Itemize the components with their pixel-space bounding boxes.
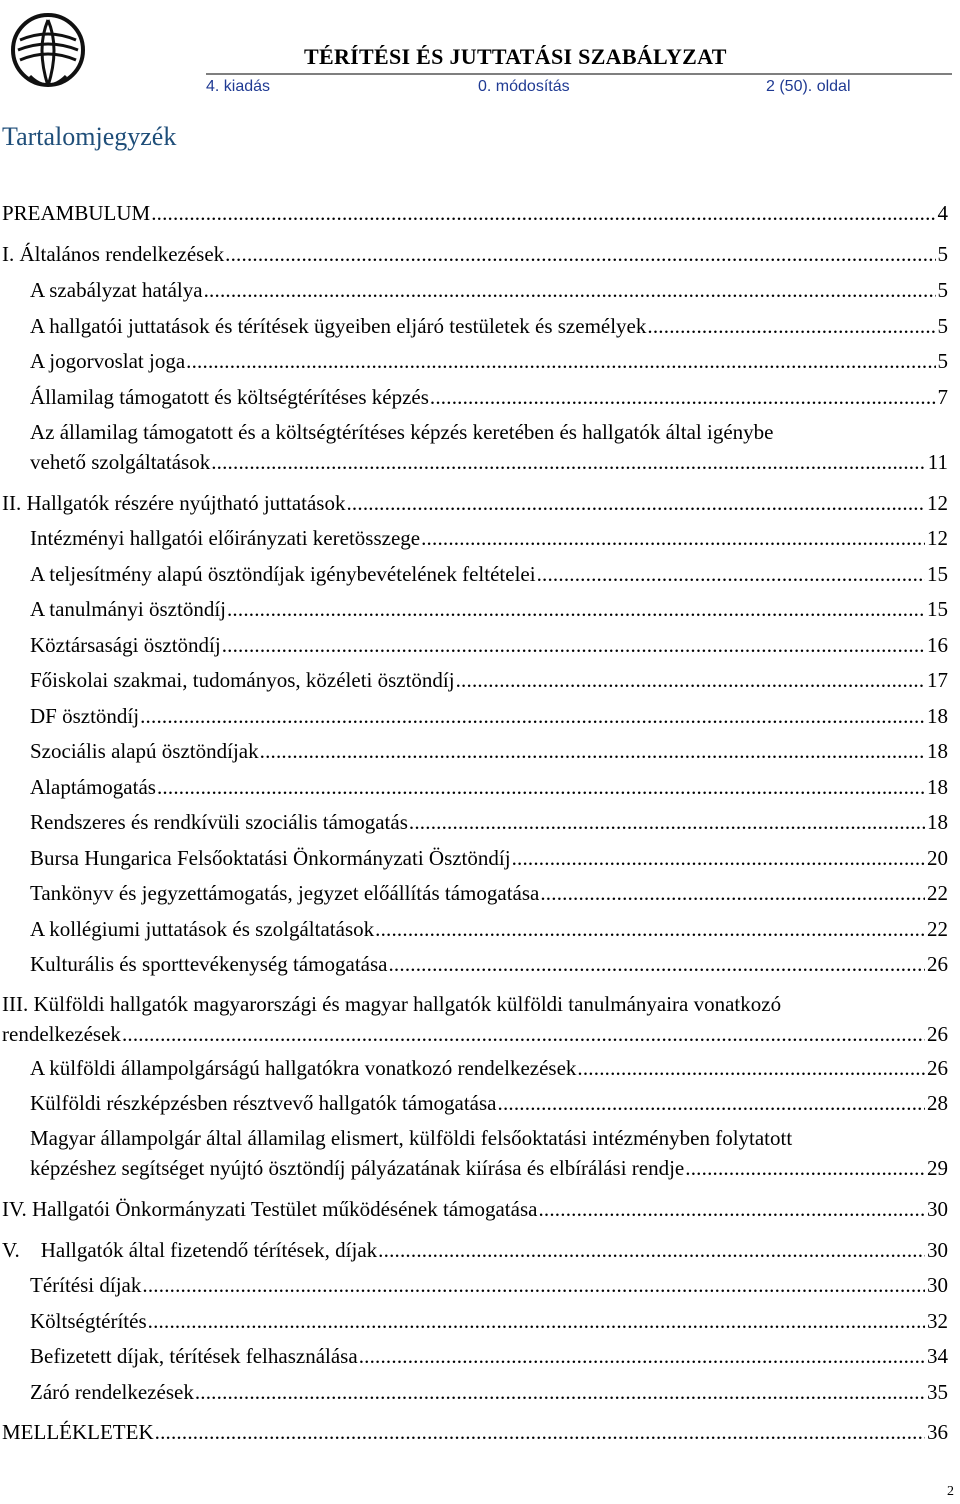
toc-entry-page: 15	[927, 597, 948, 621]
dot-leader	[388, 950, 925, 978]
dot-leader	[211, 448, 926, 476]
toc-entry-page: 22	[927, 917, 948, 941]
toc-entry-page: 30	[927, 1238, 948, 1262]
dot-leader	[155, 1418, 925, 1446]
toc-entry-label: Kulturális és sporttevékenység támogatása	[30, 952, 388, 976]
toc-entry-label: Költségtérítés	[30, 1309, 147, 1333]
toc-entry[interactable]	[2, 1020, 948, 1048]
modification-label: 0. módosítás	[478, 78, 570, 95]
toc-entry[interactable]	[30, 1378, 948, 1406]
toc-entry-label: Főiskolai szakmai, tudományos, közéleti ösztöndíj	[30, 668, 455, 692]
toc-entry[interactable]	[30, 879, 948, 907]
toc-entry-label: A szabályzat hatálya	[30, 278, 203, 302]
toc-entry-page: 36	[927, 1420, 948, 1444]
dot-leader	[122, 1020, 925, 1048]
page-reference: 2 (50). oldal	[766, 78, 851, 95]
toc-entry-label: A tanulmányi ösztöndíj	[30, 597, 226, 621]
toc-entry-page: 5	[937, 349, 948, 373]
toc-entry[interactable]	[30, 448, 948, 476]
toc-entry-label: PREAMBULUM	[2, 201, 151, 225]
toc-entry-page: 26	[927, 1022, 948, 1046]
toc-entry[interactable]	[30, 737, 948, 765]
edition-label: 4. kiadás	[206, 78, 271, 95]
toc-entry[interactable]	[30, 1271, 948, 1299]
dot-leader	[151, 199, 935, 227]
toc-entry-label: A teljesítmény alapú ösztöndíjak igénybevételének feltételei	[30, 562, 536, 586]
toc-entry[interactable]	[30, 1089, 948, 1117]
toc-entry[interactable]	[30, 702, 948, 730]
dot-leader	[140, 702, 925, 730]
toc-entry-label: Rendszeres és rendkívüli szociális támogatás	[30, 810, 408, 834]
toc-entry-page: 26	[927, 952, 948, 976]
toc-entry-page: 18	[927, 810, 948, 834]
toc-entry-label-line1[interactable]: Magyar állampolgár által államilag elismert, külföldi felsőoktatási intézményben folytatott	[30, 1126, 793, 1150]
toc-entry-page: 11	[927, 450, 948, 474]
dot-leader	[148, 1307, 925, 1335]
toc-heading: Tartalomjegyzék	[2, 122, 177, 151]
toc-entry[interactable]	[30, 915, 948, 943]
toc-entry-label: Intézményi hallgatói előirányzati keretösszege	[30, 526, 421, 550]
dot-leader	[430, 383, 936, 411]
toc-entry-page: 18	[927, 704, 948, 728]
dot-leader	[346, 489, 925, 517]
document-title: TÉRÍTÉSI ÉS JUTTATÁSI SZABÁLYZAT	[304, 44, 727, 69]
toc-entry-page: 26	[927, 1056, 948, 1080]
dot-leader	[142, 1271, 925, 1299]
toc-entry-label: rendelkezések	[2, 1022, 121, 1046]
toc-entry-label: A hallgatói juttatások és térítések ügyeiben eljáró testületek és személyek	[30, 314, 647, 338]
toc-entry[interactable]	[30, 950, 948, 978]
dot-leader	[359, 1342, 925, 1370]
toc-entry-page: 20	[927, 846, 948, 870]
dot-leader	[577, 1054, 925, 1082]
dot-leader	[421, 524, 925, 552]
toc-entry-page: 18	[927, 739, 948, 763]
toc-entry-page: 18	[927, 775, 948, 799]
toc-entry[interactable]	[2, 1418, 948, 1446]
dot-leader	[409, 808, 925, 836]
toc-entry-page: 5	[937, 242, 948, 266]
toc-entry-page: 35	[927, 1380, 948, 1404]
toc-entry[interactable]	[30, 631, 948, 659]
toc-entry-page: 30	[927, 1197, 948, 1221]
dot-leader	[378, 1236, 925, 1264]
toc-entry[interactable]	[30, 808, 948, 836]
toc-entry[interactable]	[30, 595, 948, 623]
toc-entry-page: 34	[927, 1344, 948, 1368]
dot-leader	[685, 1154, 925, 1182]
toc-entry[interactable]	[30, 383, 948, 411]
dot-leader	[260, 737, 925, 765]
dot-leader	[538, 1195, 925, 1223]
dot-leader	[512, 844, 925, 872]
toc-entry-page: 17	[927, 668, 948, 692]
toc-entry-label: MELLÉKLETEK	[2, 1420, 154, 1444]
dot-leader	[375, 915, 925, 943]
toc-entry[interactable]	[30, 773, 948, 801]
toc-entry-label: Köztársasági ösztöndíj	[30, 633, 221, 657]
dot-leader	[186, 347, 935, 375]
toc-entry[interactable]	[2, 1236, 948, 1264]
toc-entry-label: Alaptámogatás	[30, 775, 156, 799]
toc-entry[interactable]	[30, 560, 948, 588]
toc-entry-page: 4	[937, 201, 948, 225]
dot-leader	[195, 1378, 925, 1406]
toc-entry[interactable]	[2, 489, 948, 517]
toc-entry-label-line1[interactable]: Az államilag támogatott és a költségtérítéses képzés keretében és hallgatók által igénybe	[30, 420, 774, 444]
toc-entry[interactable]	[2, 240, 948, 268]
dot-leader	[647, 312, 935, 340]
dot-leader	[204, 276, 936, 304]
toc-entry-label: IV. Hallgatói Önkormányzati Testület működésének támogatása	[2, 1197, 538, 1221]
toc-entry-label: I. Általános rendelkezések	[2, 242, 225, 266]
toc-entry-page: 16	[927, 633, 948, 657]
toc-entry[interactable]	[30, 666, 948, 694]
toc-entry-page: 7	[937, 385, 948, 409]
toc-entry-label: A jogorvoslat joga	[30, 349, 186, 373]
toc-entry[interactable]	[30, 1307, 948, 1335]
toc-entry-label: Külföldi részképzésben résztvevő hallgatók támogatása	[30, 1091, 497, 1115]
dot-leader	[227, 595, 925, 623]
dot-leader	[540, 879, 925, 907]
dot-leader	[498, 1089, 926, 1117]
toc-entry[interactable]	[30, 1054, 948, 1082]
toc-entry-page: 29	[927, 1156, 948, 1180]
dot-leader	[225, 240, 935, 268]
toc-entry-label: Tankönyv és jegyzettámogatás, jegyzet előállítás támogatása	[30, 881, 540, 905]
toc-entry-label: Szociális alapú ösztöndíjak	[30, 739, 259, 763]
dot-leader	[157, 773, 925, 801]
toc-entry-label: II. Hallgatók részére nyújtható juttatások	[2, 491, 346, 515]
toc-entry-page: 12	[927, 526, 948, 550]
dot-leader	[456, 666, 925, 694]
toc-entry-page: 22	[927, 881, 948, 905]
toc-entry-page: 5	[937, 314, 948, 338]
toc-entry-label: Záró rendelkezések	[30, 1380, 194, 1404]
toc-entry[interactable]	[30, 1342, 948, 1370]
dot-leader	[537, 560, 925, 588]
toc-entry[interactable]	[30, 524, 948, 552]
toc-entry-label: Bursa Hungarica Felsőoktatási Önkormányzati Ösztöndíj	[30, 846, 511, 870]
toc-entry[interactable]	[2, 1195, 948, 1223]
dot-leader	[222, 631, 925, 659]
toc-entry-label: DF ösztöndíj	[30, 704, 140, 728]
toc-entry-label: A külföldi állampolgárságú hallgatókra vonatkozó rendelkezések	[30, 1056, 577, 1080]
toc-entry-label: Térítési díjak	[30, 1273, 142, 1297]
toc-entry[interactable]	[30, 347, 948, 375]
toc-entry-label: Befizetett díjak, térítések felhasználása	[30, 1344, 358, 1368]
toc-entry-label: Államilag támogatott és költségtérítéses képzés	[30, 385, 429, 409]
toc-entry-page: 30	[927, 1273, 948, 1297]
toc-entry-page: 32	[927, 1309, 948, 1333]
toc-entry-label: V. Hallgatók által fizetendő térítések, díjak	[2, 1238, 378, 1262]
page-number: 2	[947, 1484, 954, 1499]
toc-entry[interactable]	[30, 1154, 948, 1182]
toc-entry-label-line1[interactable]: III. Külföldi hallgatók magyarországi és magyar hallgatók külföldi tanulmányaira vonatkozó	[2, 992, 782, 1016]
toc-entry[interactable]	[30, 276, 948, 304]
toc-entry-page: 28	[927, 1091, 948, 1115]
toc-entry-label: képzéshez segítséget nyújtó ösztöndíj pályázatának kiírása és elbírálási rendje	[30, 1156, 685, 1180]
toc-entry[interactable]	[30, 844, 948, 872]
toc-entry-page: 5	[937, 278, 948, 302]
toc-entry-page: 12	[927, 491, 948, 515]
toc-entry-page: 15	[927, 562, 948, 586]
toc-entry[interactable]	[30, 312, 948, 340]
toc-entry-label: A kollégiumi juttatások és szolgáltatások	[30, 917, 375, 941]
toc-entry-label: vehető szolgáltatások	[30, 450, 211, 474]
toc-entry[interactable]	[2, 199, 948, 227]
